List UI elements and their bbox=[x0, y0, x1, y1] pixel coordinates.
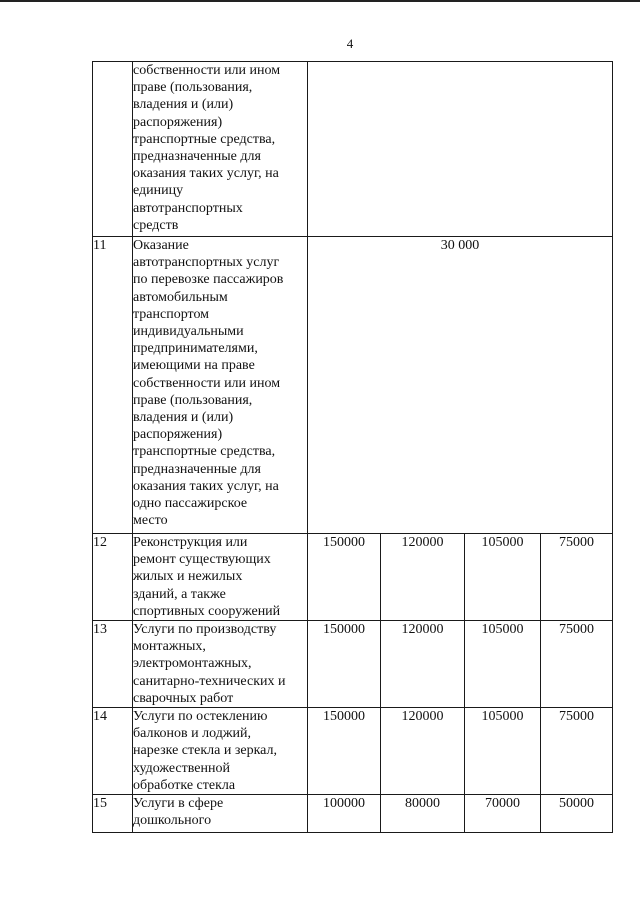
row-description: Реконструкция или ремонт существующих жилых и нежилых зданий, а также спортивных сооружений bbox=[133, 534, 308, 621]
scan-edge-line bbox=[0, 0, 640, 2]
tariff-table bbox=[92, 61, 613, 833]
value-cell: 105000 bbox=[465, 621, 541, 708]
row-description: Услуги по остеклению балконов и лоджий, нарезке стекла и зеркал, художественной обработке стекла bbox=[133, 708, 308, 795]
table-row bbox=[93, 237, 613, 534]
value-cell: 80000 bbox=[381, 795, 465, 833]
page-number: 4 bbox=[346, 36, 354, 51]
value-cell: 150000 bbox=[308, 621, 381, 708]
value-cell: 100000 bbox=[308, 795, 381, 833]
value-cell: 75000 bbox=[541, 534, 613, 621]
merged-value-cell bbox=[308, 62, 613, 237]
value-cell: 50000 bbox=[541, 795, 613, 833]
row-description: собственности или ином праве (пользования, владения и (или) распоряжения) транспортные средства, предназначенные для оказания таких услуг, на единицу автотранспортных средств bbox=[133, 62, 308, 237]
value-cell: 70000 bbox=[465, 795, 541, 833]
row-number bbox=[93, 62, 133, 237]
row-number: 11 bbox=[93, 237, 133, 534]
row-number: 14 bbox=[93, 708, 133, 795]
row-number: 12 bbox=[93, 534, 133, 621]
table-row bbox=[93, 621, 613, 708]
table-row bbox=[93, 62, 613, 237]
value-cell: 120000 bbox=[381, 708, 465, 795]
table-row bbox=[93, 708, 613, 795]
value-cell: 120000 bbox=[381, 534, 465, 621]
value-cell: 150000 bbox=[308, 708, 381, 795]
value-cell: 75000 bbox=[541, 708, 613, 795]
table-row bbox=[93, 795, 613, 833]
value-cell: 120000 bbox=[381, 621, 465, 708]
row-description: Услуги в сфере дошкольного bbox=[133, 795, 308, 833]
merged-value-cell: 30 000 bbox=[308, 237, 613, 534]
row-description: Услуги по производству монтажных, электромонтажных, санитарно-технических и сварочных работ bbox=[133, 621, 308, 708]
table-row bbox=[93, 534, 613, 621]
row-number: 13 bbox=[93, 621, 133, 708]
value-cell: 105000 bbox=[465, 534, 541, 621]
value-cell: 105000 bbox=[465, 708, 541, 795]
value-cell: 75000 bbox=[541, 621, 613, 708]
row-description: Оказание автотранспортных услуг по перевозке пассажиров автомобильным транспортом индивидуальными предпринимателями, имеющими на праве собственности или ином праве (пользования, владения и (или) распоряжения) транспортные средства, предназначенные для оказания таких услуг, на одно пассажирское место bbox=[133, 237, 308, 534]
value-cell: 150000 bbox=[308, 534, 381, 621]
row-number: 15 bbox=[93, 795, 133, 833]
